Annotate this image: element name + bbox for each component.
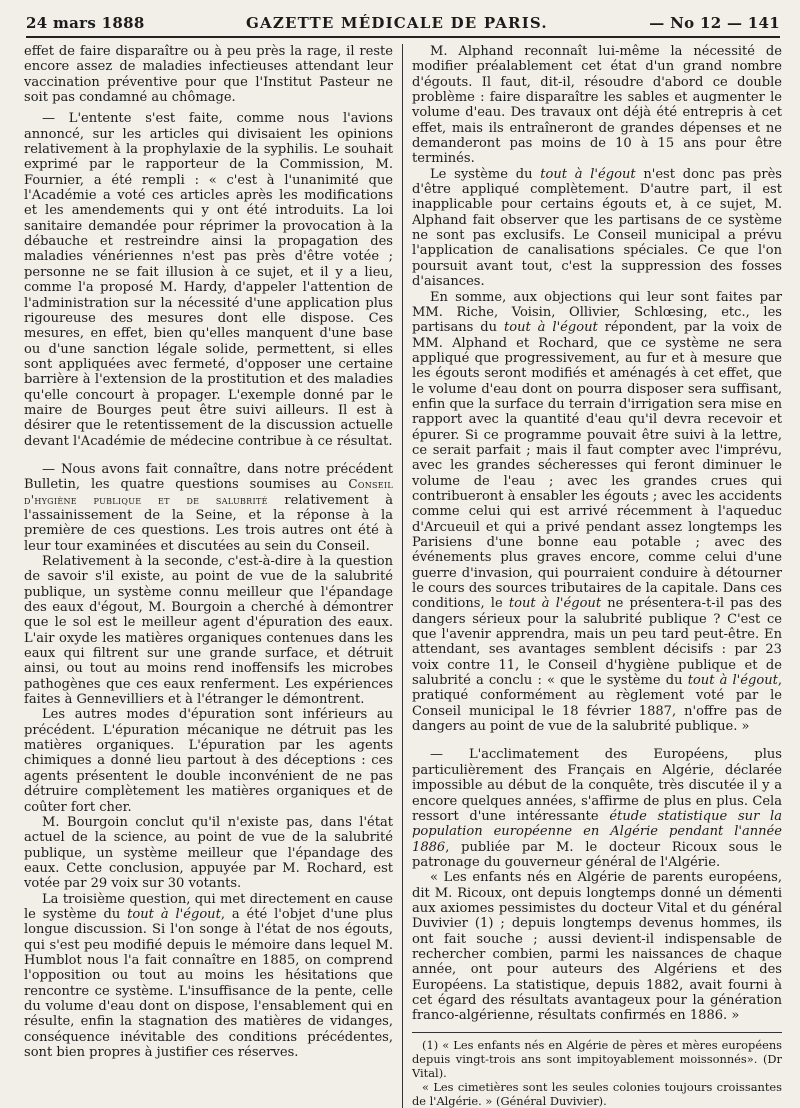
text-run: ne présentera-t-il pas des dangers sérieux pour la salubrité publique ? C'est ce que l'avenir apprendra, mais un peu tard peut-être. En attendant, ses avantages semblent décisifs : par 23 voix contre 11, le Conseil d'hygiène publique et de salubrité a conclu : « que le système du: [412, 596, 782, 689]
italic-run: étude statistique sur la population européenne en Algérie pendant l'année 1886: [412, 808, 782, 855]
paragraph: M. Bourgoin conclut qu'il n'existe pas, dans l'état actuel de la science, au point de vue de la salubrité publique, un système meilleur que l'épandage des eaux. Cette conclusion, appuyée par M. Rochard, est votée par 29 voix sur 30 votants.: [24, 814, 394, 892]
italic-run: tout à l'égout: [540, 166, 636, 182]
paragraph: effet de faire disparaître ou à peu près la rage, il reste encore assez de maladies infectieuses attendant leur vaccination préventive pour que l'Institut Pasteur ne soit pas condamné au chômage.: [24, 44, 394, 106]
text-run: n'est donc pas près d'être appliqué complètement. D'autre part, il est inapplicable pour certains égouts et, à ce sujet, M. Alphand fait observer que les partisans de ce système ne sont pas exclusifs. Le Conseil municipal a prévu l'application de canalisations spéciales. Ce que l'on poursuit avant tout, c'est la suppression des fosses d'aisances.: [412, 166, 782, 290]
text-run: répondent, par la voix de MM. Alphand et Rochard, que ce système ne sera appliqué que progressivement, au fur et à mesure que les égouts seront modifiés et aménagés à cet effet, que le volume d'eau dont on pourra disposer sera suffisant, enfin que la surface du terrain d'irrigation sera mise en rapport avec la quantité d'eau qu'il devra recevoir et épurer. Si ce programme pouvait être suivi à la lettre, ce serait parfait ; mais il faut compter avec l'imprévu, avec les grandes sécheresses qui feront diminuer le volume de l'eau ; avec les grandes crues qui contribueront à ensabler les égouts ; avec les accidents comme celui qui est arrivé récemment à l'aqueduc d'Arcueuil et qui a privé pendant assez longtemps les Parisiens d'une bonne eau potable ; avec des événements plus graves encore, comme celui d'une guerre d'invasion, qui pourraient conduire à détourner le cours des sources tributaires de la capitale. Dans ces conditions, le: [412, 320, 782, 612]
left-column: [24, 44, 402, 1108]
text-run: La troisième question, qui met directement en cause le système du: [24, 891, 394, 922]
text-run: — L'acclimatement des Européens, plus particulièrement des Français en Algérie, déclarée impossible au début de la conquête, très discutée il y a encore quelques années, s'affirme de plus en plus. Cela ressort d'une intéressante: [412, 747, 782, 824]
header-issue: — No 12 — 141: [649, 14, 780, 32]
italic-run: tout à l'égout: [127, 906, 221, 922]
text-run: Le système du: [430, 166, 541, 182]
header-title: GAZETTE MÉDICALE DE PARIS.: [246, 14, 548, 32]
page-header: [26, 14, 780, 38]
text-run: relativement à l'assainissement de la Seine, et la réponse à la première de ces questions. Les trois autres ont été à leur tour examinées et discutées au sein du Conseil.: [24, 492, 394, 554]
footnote: « Les cimetières sont les seules colonies toujours croissantes de l'Algérie. » (Général Duvivier).: [412, 1079, 782, 1108]
text-run: , a été l'objet d'une plus longue discussion. Si l'on songe à l'état de nos égouts, qui s'est peu modifié depuis le mémoire dans lequel M. Humblot nous l'a fait connaître en 1885, on comprend l'opposition ou tout au moins les hésitations que rencontre ce système. L'insuffisance de la pente, celle du volume d'eau dont on dispose, l'ensablement qui en résulte, enfin la stagnation des matières de vidanges, conséquence inévitable des conditions précédentes, sont bien propres à justifier ces réserves.: [24, 906, 394, 1060]
text-columns: [24, 44, 782, 1108]
paragraph: Les autres modes d'épuration sont inférieurs au précédent. L'épuration mécanique ne détruit pas les matières organiques. L'épuration par les agents chimiques a donné lieu partout à des déceptions : ces agents présentent le double inconvénient de ne pas détruire complètement les matières organiques et de coûter fort cher.: [24, 707, 394, 815]
paragraph: [412, 167, 782, 290]
text-run: , pratiqué conformément au règlement voté par le Conseil municipal le 18 février 1887, n'offre pas de dangers au point de vue de la salubrité publique. »: [412, 673, 782, 735]
italic-run: tout à l'égout: [504, 320, 598, 336]
paragraph: — L'entente s'est faite, comme nous l'avions annoncé, sur les articles qui divisaient les opinions relativement à la prophylaxie de la syphilis. Le souhait exprimé par le rapporteur de la Commission, M. Fournier, a été rempli : « c'est à l'unanimité que l'Académie a voté ces articles après les modifications et les amendements qui y ont été introduits. La loi sanitaire demandée pour réprimer la provocation à la débauche et restreindre ainsi la propagation des maladies vénériennes n'est pas près d'être votée ; personne ne se fait illusion à ce sujet, et il y a lieu, comme l'a proposé M. Hardy, d'appeler l'attention de l'administration sur la nécessité d'une application plus rigoureuse des mesures dont elle dispose. Ces mesures, en effet, bien qu'elles manquent d'une base ou d'une sanction légale solide, permettent, si elles sont appliquées avec fermeté, d'opposer une certaine barrière à l'extension de la prostitution et des maladies qu'elle concourt à propager. L'exemple donné par le maire de Bourges peut être suivi ailleurs. Il est à désirer que le retentissement de la discussion actuelle devant l'Académie de médecine contribue à ce résultat.: [24, 111, 394, 449]
right-column: [402, 44, 782, 1108]
header-date: 24 mars 1888: [26, 14, 145, 32]
text-run: , publiée par M. le docteur Ricoux sous le patronage du gouverneur général de l'Algérie.: [412, 839, 782, 870]
paragraph: Relativement à la seconde, c'est-à-dire à la question de savoir s'il existe, au point de vue de la salubrité publique, un système connu meilleur que l'épandage des eaux d'égout, M. Bourgoin a cherché à démontrer que le sol est le meilleur agent d'épuration des eaux. L'air oxyde les matières organiques contenues dans les eaux qui filtrent sur une grande surface, et détruit ainsi, ou tout au moins rend inoffensifs les microbes pathogènes que ces eaux renferment. Les expériences faites à Gennevilliers et à l'étranger le démontrent.: [24, 554, 394, 708]
paragraph: [412, 290, 782, 735]
paragraph: [24, 462, 393, 554]
text-run: En somme, aux objections qui leur sont faites par MM. Riche, Voisin, Ollivier, Schlœsing, etc., les partisans du: [412, 289, 782, 336]
paragraph: [24, 892, 393, 1061]
italic-run: tout à l'égout: [508, 596, 602, 612]
italic-run: tout à l'égout: [687, 673, 778, 689]
paragraph: M. Alphand reconnaît lui-même la nécessité de modifier préalablement cet état d'un grand nombre d'égouts. Il faut, dit-il, résoudre d'abord ce double problème : faire disparaître les sables et augmenter le volume d'eau. Des travaux ont déjà été entrepris à cet effet, mais ils entraîneront de grandes dépenses et ne demanderont pas moins de 10 à 15 ans pour être terminés.: [412, 44, 782, 167]
footnote: (1) « Les enfants nés en Algérie de pères et mères européens depuis vingt-trois ans sont impitoyablement moissonnés». (Dr Vital).: [412, 1037, 782, 1080]
paragraph: [412, 747, 782, 870]
footnotes: [412, 1032, 782, 1108]
text-run: — Nous avons fait connaître, dans notre précédent Bulletin, les quatre questions soumises au: [24, 461, 394, 493]
small-caps-run: Conseil d'hygiène publique et de salubrité: [24, 477, 394, 507]
paragraph: « Les enfants nés en Algérie de parents européens, dit M. Ricoux, ont depuis longtemps donné un démenti aux axiomes pessimistes du docteur Vital et du général Duvivier (1) ; depuis longtemps devenus hommes, ils ont fait souche ; aussi devient-il indispensable de rechercher combien, parmi les naissances de chaque année, ont pour auteurs des Algériens et des Européens. La statistique, depuis 1882, avait fourni à cet égard des résultats avantageux pour la génération franco-algérienne, résultats confirmés en 1886. »: [412, 870, 782, 1024]
